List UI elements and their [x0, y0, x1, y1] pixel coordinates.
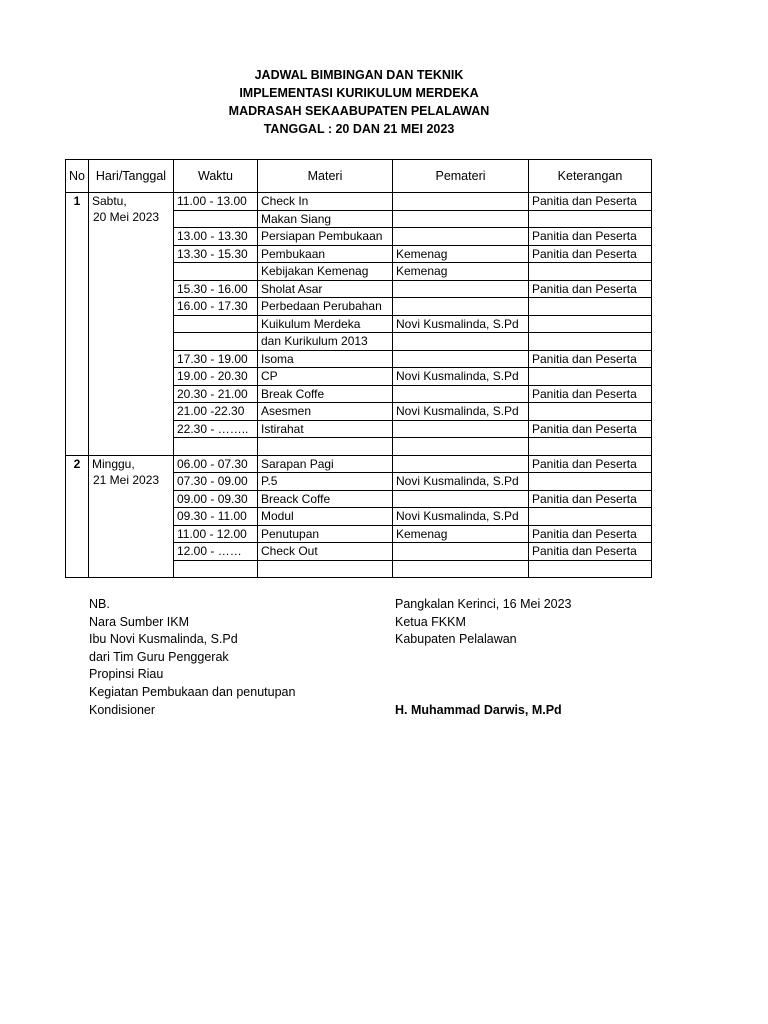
header-waktu: Waktu: [174, 160, 258, 193]
cell-pemateri: [393, 385, 529, 403]
cell-materi: Sarapan Pagi: [258, 455, 393, 473]
cell-keterangan: [529, 298, 652, 316]
table-row: [66, 193, 652, 211]
cell-materi: Sholat Asar: [258, 280, 393, 298]
cell-pemateri: Novi Kusmalinda, S.Pd: [393, 315, 529, 333]
cell-materi: Perbedaan Perubahan: [258, 298, 393, 316]
cell-materi: Persiapan Pembukaan: [258, 228, 393, 246]
cell-waktu: 19.00 - 20.30: [174, 368, 258, 386]
cell-keterangan: Panitia dan Peserta: [529, 280, 652, 298]
cell-materi: Pembukaan: [258, 245, 393, 263]
cell-keterangan: [529, 368, 652, 386]
note-line: Kegiatan Pembukaan dan penutupan: [89, 684, 296, 699]
title-line-1: JADWAL BIMBINGAN DAN TEKNIK: [254, 68, 464, 82]
title-line-4: TANGGAL : 20 DAN 21 MEI 2023: [263, 122, 455, 136]
day-number: 1: [66, 193, 89, 456]
cell-keterangan: Panitia dan Peserta: [529, 455, 652, 473]
cell-pemateri: [393, 560, 529, 578]
cell-pemateri: [393, 193, 529, 211]
cell-pemateri: [393, 298, 529, 316]
cell-materi: Asesmen: [258, 403, 393, 421]
cell-pemateri: [393, 210, 529, 228]
cell-waktu: 13.00 - 13.30: [174, 228, 258, 246]
day-date-text: 20 Mei 2023: [93, 210, 160, 224]
cell-keterangan: Panitia dan Peserta: [529, 490, 652, 508]
cell-pemateri: Novi Kusmalinda, S.Pd: [393, 473, 529, 491]
title-line-3: MADRASAH SEKAABUPATEN PELALAWAN: [228, 104, 490, 118]
cell-waktu: 11.00 - 13.00: [174, 193, 258, 211]
cell-waktu: 13.30 - 15.30: [174, 245, 258, 263]
cell-materi: CP: [258, 368, 393, 386]
cell-waktu: 07.30 - 09.00: [174, 473, 258, 491]
note-line: dari Tim Guru Penggerak: [89, 649, 229, 664]
cell-materi: Istirahat: [258, 420, 393, 438]
document-title: [0, 66, 718, 138]
cell-waktu: 16.00 - 17.30: [174, 298, 258, 316]
cell-waktu: 15.30 - 16.00: [174, 280, 258, 298]
cell-materi: Isoma: [258, 350, 393, 368]
cell-pemateri: Novi Kusmalinda, S.Pd: [393, 368, 529, 386]
cell-waktu: 22.30 - ……..: [174, 420, 258, 438]
cell-waktu: 11.00 - 12.00: [174, 525, 258, 543]
cell-keterangan: [529, 560, 652, 578]
cell-pemateri: [393, 333, 529, 351]
note-line: Nara Sumber IKM: [89, 614, 190, 629]
cell-materi: Breack Coffe: [258, 490, 393, 508]
cell-keterangan: [529, 333, 652, 351]
cell-pemateri: [393, 350, 529, 368]
cell-keterangan: Panitia dan Peserta: [529, 350, 652, 368]
signature-name: H. Muhammad Darwis, M.Pd: [395, 702, 562, 717]
header-pemateri: Pemateri: [393, 160, 529, 193]
cell-materi: Break Coffe: [258, 385, 393, 403]
cell-pemateri: Kemenag: [393, 525, 529, 543]
day-number: 2: [66, 455, 89, 578]
schedule-table: [65, 159, 652, 578]
title-line-2: IMPLEMENTASI KURIKULUM MERDEKA: [239, 86, 479, 100]
cell-waktu: 12.00 - ……: [174, 543, 258, 561]
cell-keterangan: [529, 403, 652, 421]
cell-pemateri: [393, 228, 529, 246]
cell-waktu: [174, 438, 258, 456]
header-keterangan: Keterangan: [529, 160, 652, 193]
cell-materi: [258, 560, 393, 578]
cell-pemateri: [393, 280, 529, 298]
cell-keterangan: Panitia dan Peserta: [529, 420, 652, 438]
cell-materi: Modul: [258, 508, 393, 526]
signature-region: Kabupaten Pelalawan: [395, 632, 517, 647]
cell-materi: P.5: [258, 473, 393, 491]
day-name: Minggu,: [92, 456, 135, 471]
notes-block: [89, 596, 295, 719]
signature-place-date: Pangkalan Kerinci, 16 Mei 2023: [395, 597, 572, 611]
cell-keterangan: Panitia dan Peserta: [529, 193, 652, 211]
note-line: Ibu Novi Kusmalinda, S.Pd: [89, 632, 238, 647]
cell-waktu: [174, 210, 258, 228]
signature-block: [395, 596, 572, 719]
day-date-text: 21 Mei 2023: [93, 472, 160, 487]
cell-waktu: 21.00 -22.30: [174, 403, 258, 421]
cell-waktu: 17.30 - 19.00: [174, 350, 258, 368]
cell-keterangan: [529, 473, 652, 491]
header-materi: Materi: [258, 160, 393, 193]
cell-waktu: 09.30 - 11.00: [174, 508, 258, 526]
cell-keterangan: Panitia dan Peserta: [529, 525, 652, 543]
cell-pemateri: [393, 420, 529, 438]
cell-waktu: [174, 315, 258, 333]
day-date: [89, 193, 174, 456]
cell-keterangan: Panitia dan Peserta: [529, 228, 652, 246]
cell-pemateri: [393, 490, 529, 508]
cell-waktu: 20.30 - 21.00: [174, 385, 258, 403]
cell-keterangan: [529, 508, 652, 526]
day-date: [89, 455, 174, 578]
table-header-row: [66, 160, 652, 193]
signature-position: Ketua FKKM: [395, 614, 466, 629]
cell-materi: Kebijakan Kemenag: [258, 263, 393, 281]
cell-keterangan: [529, 210, 652, 228]
day-name: Sabtu,: [92, 194, 127, 208]
note-line: Propinsi Riau: [89, 667, 164, 682]
cell-materi: Kuikulum Merdeka: [258, 315, 393, 333]
cell-keterangan: [529, 438, 652, 456]
cell-materi: Penutupan: [258, 525, 393, 543]
cell-materi: Check Out: [258, 543, 393, 561]
cell-materi: [258, 438, 393, 456]
cell-keterangan: [529, 263, 652, 281]
header-no: No: [66, 160, 89, 193]
cell-keterangan: Panitia dan Peserta: [529, 543, 652, 561]
note-line: NB.: [89, 597, 110, 611]
cell-waktu: 06.00 - 07.30: [174, 455, 258, 473]
cell-keterangan: [529, 315, 652, 333]
cell-pemateri: Kemenag: [393, 245, 529, 263]
cell-waktu: [174, 333, 258, 351]
cell-pemateri: Kemenag: [393, 263, 529, 281]
cell-materi: dan Kurikulum 2013: [258, 333, 393, 351]
cell-pemateri: Novi Kusmalinda, S.Pd: [393, 508, 529, 526]
cell-materi: Check In: [258, 193, 393, 211]
table-row: [66, 455, 652, 473]
cell-pemateri: [393, 455, 529, 473]
header-hari: Hari/Tanggal: [89, 160, 174, 193]
cell-waktu: [174, 263, 258, 281]
cell-pemateri: Novi Kusmalinda, S.Pd: [393, 403, 529, 421]
cell-pemateri: [393, 543, 529, 561]
cell-keterangan: Panitia dan Peserta: [529, 385, 652, 403]
cell-waktu: [174, 560, 258, 578]
cell-pemateri: [393, 438, 529, 456]
cell-keterangan: Panitia dan Peserta: [529, 245, 652, 263]
cell-materi: Makan Siang: [258, 210, 393, 228]
note-line: Kondisioner: [89, 702, 156, 717]
cell-waktu: 09.00 - 09.30: [174, 490, 258, 508]
